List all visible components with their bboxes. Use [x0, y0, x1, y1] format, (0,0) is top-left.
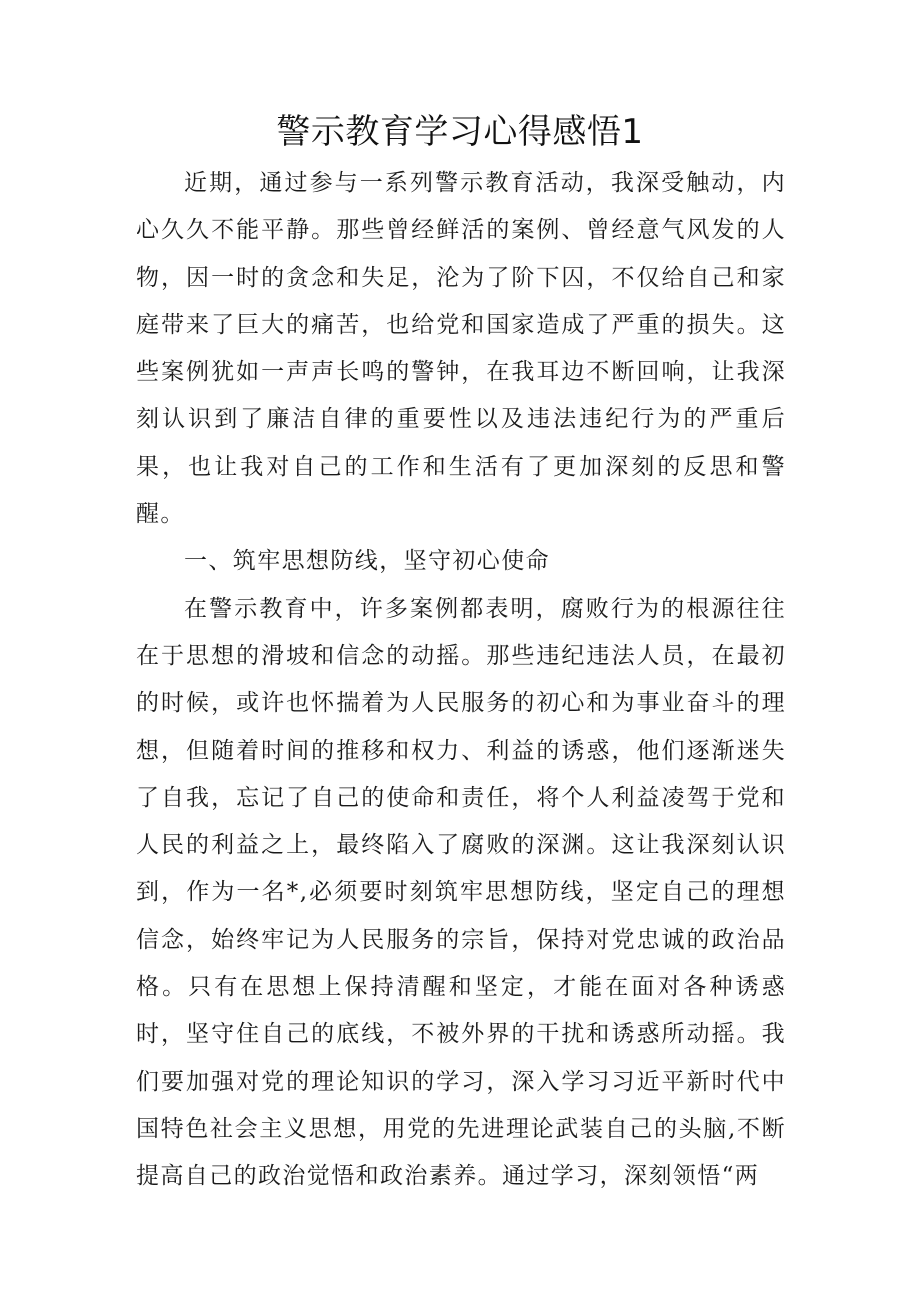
section-heading-1: 一、筑牢思想防线，坚守初心使命 [184, 548, 550, 575]
paragraph-section-1: 在警示教育中，许多案例都表明，腐败行为的根源往往在于思想的滑坡和信念的动摇。那些违纪违法人员，在最初的时候，或许也怀揣着为人民服务的初心和为事业奋斗的理想，但随着时间的推移和权力、利益的诱惑，他们逐渐迷失了自我，忘记了自己的使命和责任，将个人利益凌驾于党和人民的利益之上，最终陷入了腐败的深渊。这让我深刻认识到，作为一名*,必须要时刻筑牢思想防线，坚定自己的理想信念，始终牢记为人民服务的宗旨，保持对党忠诚的政治品格。只有在思想上保持清醒和坚定，才能在面对各种诱惑时，坚守住自己的底线，不被外界的干扰和诱惑所动摇。我们要加强对党的理论知识的学习，深入学习习近平新时代中国特色社会主义思想，用党的先进理论武装自己的头脑,不断提高自己的政治觉悟和政治素养。通过学习，深刻领悟“两 [136, 595, 786, 1190]
paragraph-intro: 近期，通过参与一系列警示教育活动，我深受触动，内心久久不能平静。那些曾经鲜活的案例、曾经意气风发的人物，因一时的贪念和失足，沦为了阶下囚，不仅给自己和家庭带来了巨大的痛苦，也给党和国家造成了严重的损失。这些案例犹如一声声长鸣的警钟，在我耳边不断回响，让我深刻认识到了廉洁自律的重要性以及违法违纪行为的严重后果，也让我对自己的工作和生活有了更加深刻的反思和警醒。 [136, 170, 786, 528]
document-body [136, 160, 786, 1201]
document-title: 警示教育学习心得感悟1 [276, 112, 644, 152]
